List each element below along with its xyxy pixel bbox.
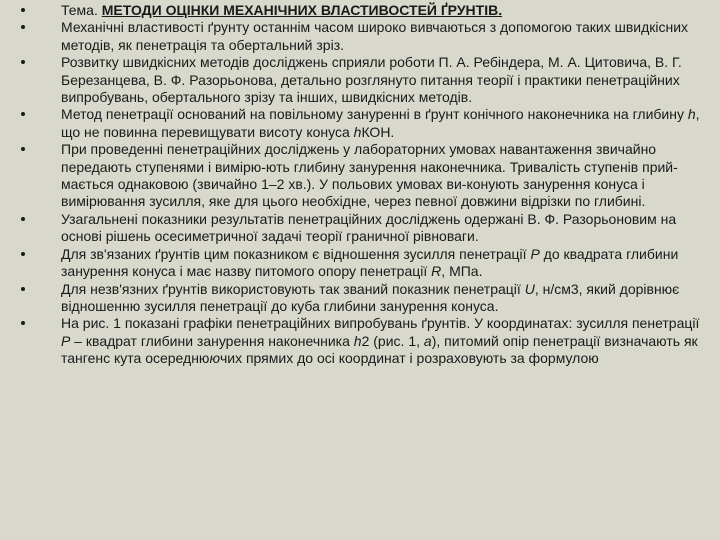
bullet-text: до квадрата глибини занурення конуса і має назву питомого опору пенетрації	[61, 245, 679, 280]
bullet-text: , МПа.	[441, 263, 483, 280]
bullet-dot-icon	[21, 252, 25, 256]
bullet-text: На рис. 1 показані графіки пенетраційних випробувань ґрунтів. У координатах: зусилля пенетрації	[61, 315, 700, 332]
bullet-text: Для зв'язаних ґрунтів цим показником є відношення зусилля пенетрації	[61, 245, 531, 262]
topic-title: МЕТОДИ ОЦІНКИ МЕХАНІЧНИХ ВЛАСТИВОСТЕЙ ҐРУНТІВ.	[101, 2, 503, 18]
bullet-text: При проведенні пенетраційних досліджень у лабораторних умовах навантаження звичайно передають ступенями і вимірю-ють глибину занурення наконечника. Тривалість ступенів прий-мається однаковою (звичайно 1–2 хв.). У польових умовах ви-конують занурення конуса і вимірювання зусилля, яке для цього необхідне, через певної довжини відрізки по глибині.	[61, 141, 678, 210]
bullet-dot-icon	[21, 287, 25, 291]
bullet-item-topic	[21, 2, 706, 19]
variable-p: Р	[530, 245, 540, 262]
bullet-dot-icon	[21, 112, 25, 116]
bullet-dot-icon	[21, 8, 25, 12]
bullet-text: Механічні властивості ґрунту останнім часом широко вивчаються з допомогою таких швидкісних методів, як пенетрація та обертальний зріз.	[61, 19, 689, 53]
bullet-dot-icon	[21, 60, 25, 64]
bullet-text: Розвитку швидкісних методів досліджень сприяли роботи П. А. Ребіндера, М. А. Цитовича, В. Г. Березанцева, В. Ф. Разорьонова, детально розглянуто питання теорії і практики пенетраційних випробувань, обертального зрізу та інших, швидкісних методів.	[61, 54, 682, 106]
bullet-item-noncohesive	[21, 281, 706, 316]
variable-r: R	[431, 263, 442, 280]
bullet-text: КОН.	[361, 123, 395, 140]
bullet-dot-icon	[21, 217, 25, 221]
variable-h: h	[687, 106, 696, 123]
italic-letter: ю	[209, 350, 220, 367]
variable-a: а	[423, 332, 432, 349]
bullet-text: , н/см3, який дорівнює відношенню зусилля пенетрації до куба глибини занурення конуса.	[61, 280, 680, 314]
bullet-item-procedure	[21, 141, 706, 211]
bullet-item-intro	[21, 19, 706, 54]
bullet-text: Для незв'язних ґрунтів використовують так званий показник пенетрації	[61, 280, 525, 297]
variable-u: U	[524, 280, 535, 297]
bullet-dot-icon	[21, 147, 25, 151]
bullet-item-method	[21, 106, 706, 141]
bullet-dot-icon	[21, 321, 25, 325]
bullet-list	[21, 2, 706, 368]
bullet-item-generalized	[21, 211, 706, 246]
bullet-text: ), питомий опір пенетрації визначають як тангенс кута осередню	[61, 332, 698, 367]
variable-h: h	[353, 332, 362, 349]
bullet-text: , що не повинна перевищувати висоту конуса	[61, 106, 700, 140]
bullet-dot-icon	[21, 25, 25, 29]
variable-p: Р	[61, 332, 71, 349]
bullet-text: Узагальнені показники результатів пенетраційних досліджень одержані В. Ф. Разорьоновим на основі рішень осесиметричної задачі теорії граничної рівноваги.	[61, 210, 677, 245]
bullet-item-history	[21, 54, 706, 106]
bullet-item-figure	[21, 315, 706, 367]
bullet-item-cohesive	[21, 246, 706, 281]
bullet-text: чих прямих до осі координат і розраховують за формулою	[219, 350, 599, 367]
topic-prefix: Тема.	[61, 2, 102, 18]
bullet-text: Метод пенетрації оснований на повільному зануренні в ґрунт конічного наконечника на глибину	[61, 106, 688, 123]
bullet-text: 2 (рис. 1,	[361, 332, 424, 349]
bullet-text: – квадрат глибини занурення наконечника	[70, 332, 354, 349]
variable-h: h	[353, 123, 362, 140]
